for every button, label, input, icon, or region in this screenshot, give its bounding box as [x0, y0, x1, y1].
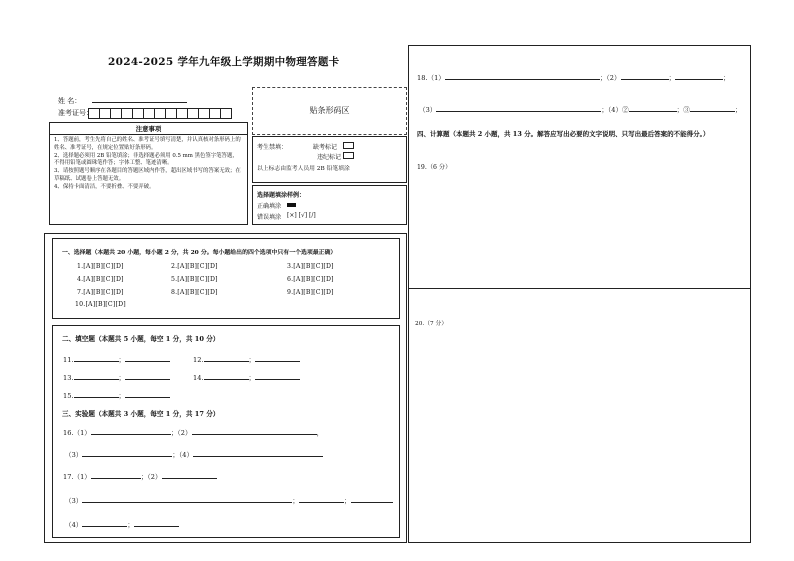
mcq-6[interactable]: 6.[A][B][C][D]	[287, 276, 334, 283]
q13-row: 13. ；	[63, 372, 170, 382]
q11-blank2[interactable]	[125, 354, 170, 362]
q18-row1: 18.（1） ；（2） ； ；	[417, 74, 730, 82]
q17-blank5[interactable]	[351, 495, 393, 503]
section4-heading: 四、计算题（本题共 2 小题，共 13 分。解答应写出必要的文字说明、只写出最后答案的不能得分。）	[417, 130, 710, 138]
q13-blank2[interactable]	[125, 372, 170, 380]
mcq-7[interactable]: 7.[A][B][C][D]	[77, 289, 124, 296]
section1-box	[52, 238, 400, 319]
status-note: 以上标志由监考人员用 2B 铅笔填涂	[257, 166, 350, 172]
wrong-fill-sample: [×] [√] [/]	[287, 212, 316, 219]
q17-blank2[interactable]	[162, 471, 217, 479]
section3-heading: 三、实验题（本题共 3 小题，每空 1 分，共 17 分）	[62, 410, 220, 418]
q14-row: 14. ；	[193, 372, 300, 382]
page-title: 2024-2025 学年九年级上学期期中物理答题卡	[108, 56, 340, 68]
q17-row3: （4） ；	[65, 519, 179, 529]
notice-item: 1、答题前，考生先将自己的姓名、准考证号填写清楚，并认真核对条形码上的姓名、准考证号，在规定位置贴好条形码。	[54, 137, 241, 151]
q18-blank3[interactable]	[675, 72, 723, 80]
q16-blank3[interactable]	[82, 449, 172, 457]
exam-id-grid[interactable]	[88, 104, 231, 123]
q15-row: 15. ；	[63, 390, 170, 400]
mcq-8[interactable]: 8.[A][B][C][D]	[171, 289, 218, 296]
sample-box	[252, 185, 407, 225]
q14-blank2[interactable]	[255, 372, 300, 380]
q17-blank3[interactable]	[82, 495, 292, 503]
q16-blank4[interactable]	[193, 449, 323, 457]
q18-blank5[interactable]	[629, 104, 677, 112]
q17-row2: （3） ； ；	[65, 495, 393, 505]
mcq-1[interactable]: 1.[A][B][C][D]	[77, 263, 124, 270]
mcq-9[interactable]: 9.[A][B][C][D]	[287, 289, 334, 296]
absent-mark-box[interactable]	[343, 142, 354, 149]
q15-blank2[interactable]	[125, 390, 170, 398]
mcq-10[interactable]: 10.[A][B][C][D]	[75, 301, 126, 308]
q18-blank6[interactable]	[690, 104, 735, 112]
q18-blank1[interactable]	[445, 72, 600, 80]
barcode-area	[252, 87, 407, 135]
section2-heading: 二、填空题（本题共 5 小题，每空 1 分，共 10 分）	[62, 335, 220, 343]
violation-mark-label: 违纪标记	[317, 154, 342, 161]
absent-mark-label: 缺考标记	[313, 144, 338, 151]
q18-blank2[interactable]	[621, 72, 669, 80]
q17-blank7[interactable]	[134, 519, 179, 527]
q16-row2: （3） ；（4）	[65, 449, 323, 459]
mcq-3[interactable]: 3.[A][B][C][D]	[287, 263, 334, 270]
q11-row: 11. ；	[63, 354, 170, 364]
q12-blank1[interactable]	[204, 354, 249, 362]
notice-heading: 注意事项	[50, 123, 247, 135]
name-field[interactable]	[92, 94, 187, 103]
violation-mark-box[interactable]	[343, 152, 354, 159]
q12-row: 12. ；	[193, 354, 300, 364]
q16-blank2[interactable]	[192, 427, 317, 435]
right-panel	[408, 45, 751, 543]
barcode-label: 贴条形码区	[309, 106, 350, 115]
status-box	[252, 136, 407, 183]
section1-heading: 一、选择题（本题共 20 小题，每小题 2 分，共 20 分。每小题给出的四个选项中只有一个选项最正确）	[62, 249, 337, 256]
mcq-4[interactable]: 4.[A][B][C][D]	[77, 276, 124, 283]
sample-heading: 选择题填涂样例：	[257, 192, 306, 199]
status-label: 考生禁填：	[257, 144, 288, 151]
q16-blank1[interactable]	[91, 427, 171, 435]
section23-box	[52, 325, 400, 538]
q17-row1: 17.（1） ；（2）	[63, 471, 217, 481]
wrong-fill-label: 错误填涂	[257, 214, 282, 221]
q12-blank2[interactable]	[255, 354, 300, 362]
q17-blank6[interactable]	[82, 519, 127, 527]
q13-blank1[interactable]	[74, 372, 119, 380]
q18-row2: （3） ；（4）② ；③ ；	[419, 106, 742, 114]
q16-row1: 16.（1） ；（2） ，	[63, 429, 324, 437]
q19-q20-divider	[409, 288, 750, 289]
q18-blank4[interactable]	[436, 104, 601, 112]
q17-blank4[interactable]	[299, 495, 344, 503]
mcq-5[interactable]: 5.[A][B][C][D]	[171, 276, 218, 283]
correct-fill-label: 正确填涂	[257, 203, 282, 210]
q11-blank1[interactable]	[74, 354, 119, 362]
notice-item: 4、保持卡面清洁，不要折叠、不要弄破。	[54, 183, 155, 190]
correct-fill-sample	[287, 201, 296, 208]
notice-box	[49, 122, 248, 225]
exam-id-label: 准考证号：	[58, 109, 93, 117]
q17-blank1[interactable]	[91, 471, 141, 479]
name-label: 姓 名：	[58, 97, 82, 105]
notice-item: 3、请按照题号顺序在各题目的答题区域内作答，超出区域书写的答案无效；在草稿纸、试题卷上答题无效。	[54, 168, 241, 183]
q15-blank1[interactable]	[74, 390, 119, 398]
mcq-2[interactable]: 2.[A][B][C][D]	[171, 263, 218, 270]
notice-item: 2、选择题必须用 2B 铅笔填涂；非选择题必须用 0.5 mm 黑色签字笔答题，不得用铅笔或圆珠笔作答；字体工整、笔迹清晰。	[54, 152, 238, 167]
q20-label: 20.（7 分）	[415, 321, 448, 327]
q14-blank1[interactable]	[204, 372, 249, 380]
q19-label: 19.（6 分）	[417, 164, 452, 171]
